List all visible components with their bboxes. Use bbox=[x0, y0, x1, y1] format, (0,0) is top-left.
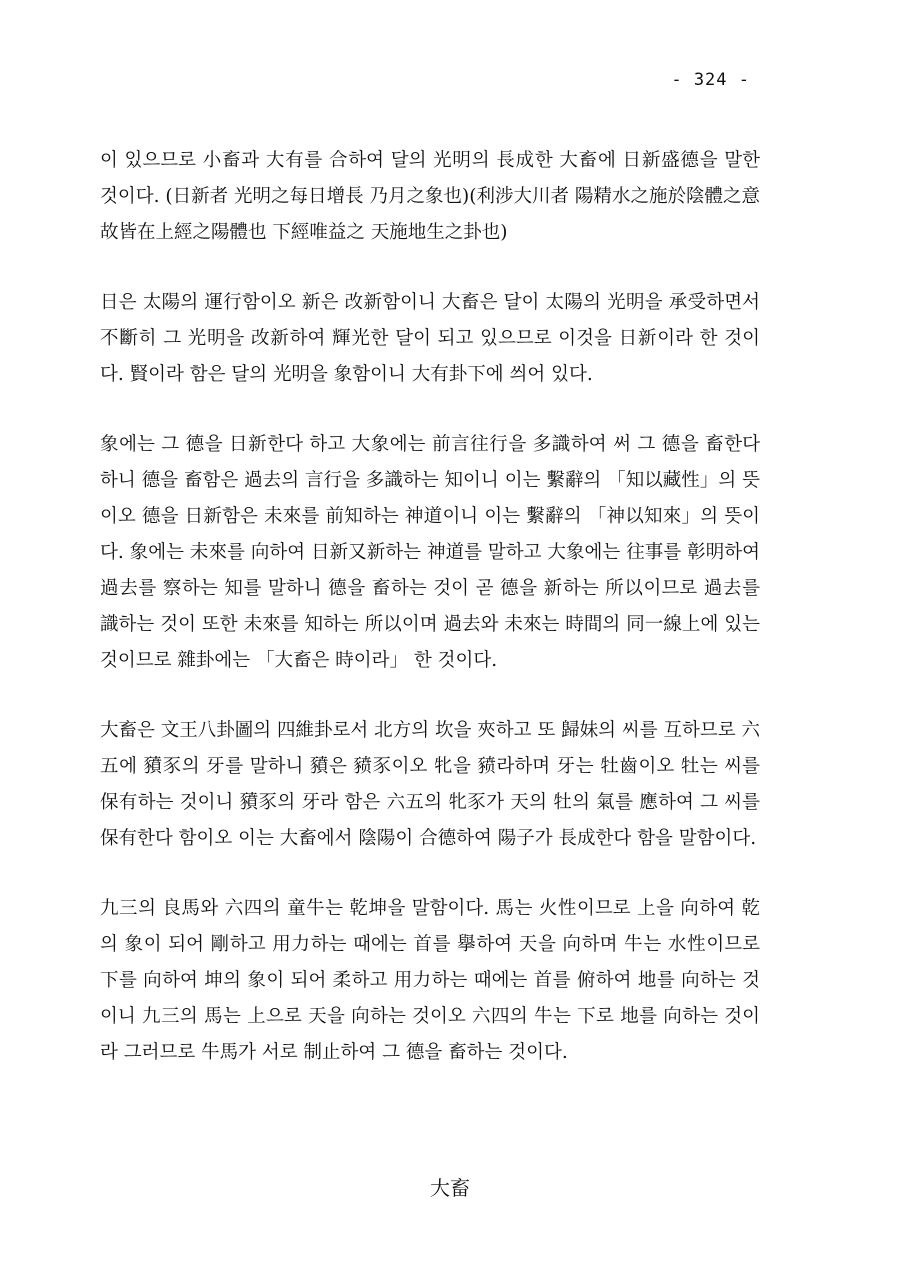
paragraph-2: 日은 太陽의 運行함이오 新은 改新함이니 大畜은 달이 太陽의 光明을 承受하면서 不斷히 그 光明을 改新하여 輝光한 달이 되고 있으므로 이것을 日新이라 한 것이다. 賢이라 함은 달의 光明을 象함이니 大有卦下에 씌어 있다. bbox=[100, 292, 760, 385]
section-title: 大畜 bbox=[430, 1176, 470, 1200]
paragraph-1: 이 있으므로 小畜과 大有를 合하여 달의 光明의 長成한 大畜에 日新盛德을 말한 것이다. (日新者 光明之每日增長 乃月之象也)(利涉大川者 陽精水之施於陰體之意 故皆在上經之陽體也 下經唯益之 天施地生之卦也) bbox=[100, 150, 760, 243]
page-number: - 324 - bbox=[671, 70, 750, 90]
paragraph-3: 象에는 그 德을 日新한다 하고 大象에는 前言往行을 多識하여 써 그 德을 畜한다 하니 德을 畜함은 過去의 言行을 多識하는 知이니 이는 繫辭의 「知以藏性」의 뜻이오 德을 日新함은 未來를 前知하는 神道이니 이는 繫辭의 「神以知來」의 뜻이다. 象에는 未來를 向하여 日新又新하는 神道를 말하고 大象에는 往事를 彰明하여 過去를 察하는 知를 말하니 德을 畜하는 것이 곧 德을 新하는 所以이므로 過去를 識하는 것이 또한 未來를 知하는 所以이며 過去와 未來는 時間의 同一線上에 있는 것이므로 雜卦에는 「大畜은 時이라」 한 것이다. bbox=[100, 434, 760, 671]
paragraph-4: 大畜은 文王八卦圖의 四維卦로서 北方의 坎을 夾하고 또 歸妹의 씨를 互하므로 六五에 豶豕의 牙를 말하니 豶은 豮豕이오 牝을 豮라하며 牙는 牡齒이오 牡는 씨를 保有하는 것이니 豶豕의 牙라 함은 六五의 牝豕가 天의 牡의 氣를 應하여 그 씨를 保有한다 함이오 이는 大畜에서 陰陽이 合德하여 陽子가 長成한다 함을 말함이다. bbox=[100, 720, 760, 849]
paragraph-5: 九三의 良馬와 六四의 童牛는 乾坤을 말함이다. 馬는 火性이므로 上을 向하여 乾의 象이 되어 剛하고 用力하는 때에는 首를 擧하여 天을 向하며 牛는 水性이므로 下를 向하여 坤의 象이 되어 柔하고 用力하는 때에는 首를 俯하여 地를 向하는 것이니 九三의 馬는 上으로 天을 向하는 것이오 六四의 牛는 下로 地를 向하는 것이라 그러므로 牛馬가 서로 制止하여 그 德을 畜하는 것이다. bbox=[100, 898, 760, 1063]
document-body bbox=[100, 143, 760, 1105]
